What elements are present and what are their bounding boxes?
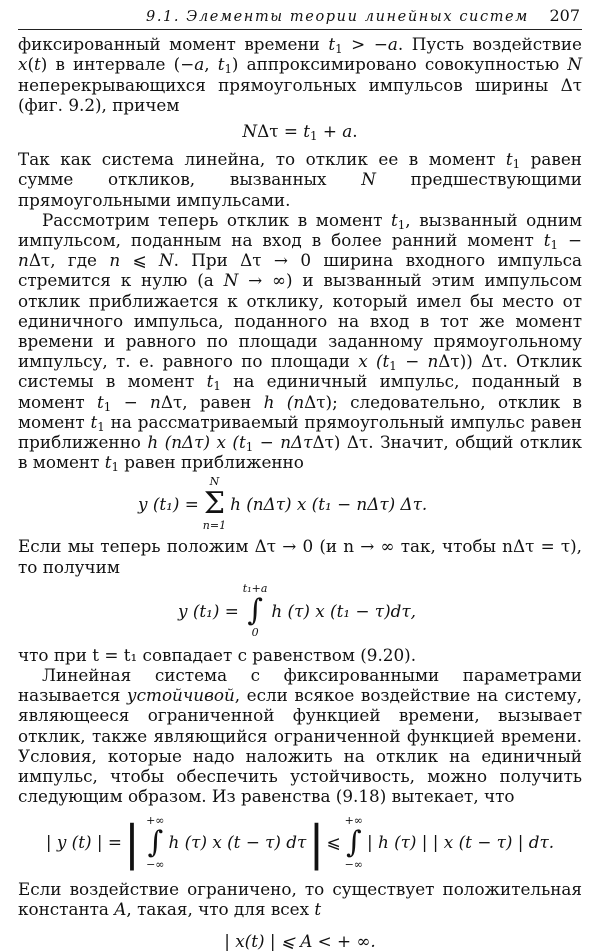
formula-bounded-input: | x(t) | ⩽ A < + ∞. — [224, 930, 376, 951]
formula-sum: y (t₁) = N Σ n=1 h (nΔτ) x (t₁ − nΔτ) Δτ. — [138, 475, 428, 533]
paragraph-1: фиксированный момент времени $t_1 > -a$. Пусть воздействие x(t) в интервале (−a, $t_1$) аппроксимировано совокупностью N неперекрывающихся прямоугольных импульсов ширины Δτ (фиг. 9.2), причем — [18, 34, 583, 115]
paragraph-2: Так как система линейна, то отклик ее в момент $t_1$ равен сумме откликов, вызванных N предшествующими прямоугольными импульсами. — [18, 149, 582, 210]
formula-stability-bound: | y (t) | = | +∞ ∫ −∞ h (τ) x (t − τ) dτ | ⩽ +∞ ∫ −∞ | h (τ) | | x (t − τ) | dτ. — [45, 813, 555, 871]
integral-operator: +∞ ∫ −∞ — [344, 813, 363, 871]
paragraph-7: Если воздействие ограничено, то существует положительная константа A, такая, что для всех t — [18, 878, 582, 919]
integral-operator: +∞ ∫ −∞ — [146, 813, 165, 871]
formula-n-delta-tau: $N\Delta\tau = t_1 + a$. — [242, 121, 358, 144]
integral-operator: t₁+a ∫ 0 — [242, 581, 268, 639]
term-stable: устойчивой — [126, 685, 235, 706]
paragraph-5: что при t = t₁ совпадает с равенством (9.20). — [18, 644, 417, 665]
formula-integral-convolution: y (t₁) = t₁+a ∫ 0 h (τ) x (t₁ − τ)dτ, — [178, 581, 416, 639]
running-header — [18, 6, 582, 30]
section-title: 9.1. Элементы теории линейных систем — [146, 9, 529, 25]
page-number: 207 — [549, 6, 580, 25]
sum-operator: N Σ n=1 — [202, 475, 227, 533]
paragraph-4: Если мы теперь положим Δτ → 0 (и n → ∞ так, чтобы nΔτ = τ), то получим — [18, 536, 582, 577]
paragraph-3: Рассмотрим теперь отклик в момент $t_1$, вызванный одним импульсом, поданным на вход в более ранний момент $t_1 - n\Delta\tau$, где n ⩽ N. При Δτ → 0 ширина входного импульса стремится к нулю (а N → ∞) и вызванный этим импульсом отклик приближается к отклику, который имел бы место от единичного импульса, поданного на вход в тот же момент времени и равного по площади заданному прямоугольному импульсу, т. е. равного по площади x $(t_1 - n\Delta\tau)$) Δτ. Отклик системы в момент $t_1$ на единичный импульс, поданный в момент $t_1 - n\Delta\tau$, равен h (nΔτ); следовательно, отклик в момент $t_1$ на рассматриваемый прямоугольный импульс равен приближенно h (nΔτ) x $(t_1 - n\Delta\tau\Delta\tau)$ Δτ. Значит, общий отклик в момент $t_1$ равен приближенно — [18, 209, 583, 475]
paragraph-6: Линейная система с фиксированными параметрами называется устойчивой, если всякое воздействие на систему, являющееся ограниченной функцией времени, вызывает отклик, также являющийся ограниченной функцией времени. Условия, которые надо наложить на отклик на единичный импульс, чтобы обеспечить устойчивость, можно получить следующим образом. Из равенства (9.18) вытекает, что — [18, 665, 583, 807]
